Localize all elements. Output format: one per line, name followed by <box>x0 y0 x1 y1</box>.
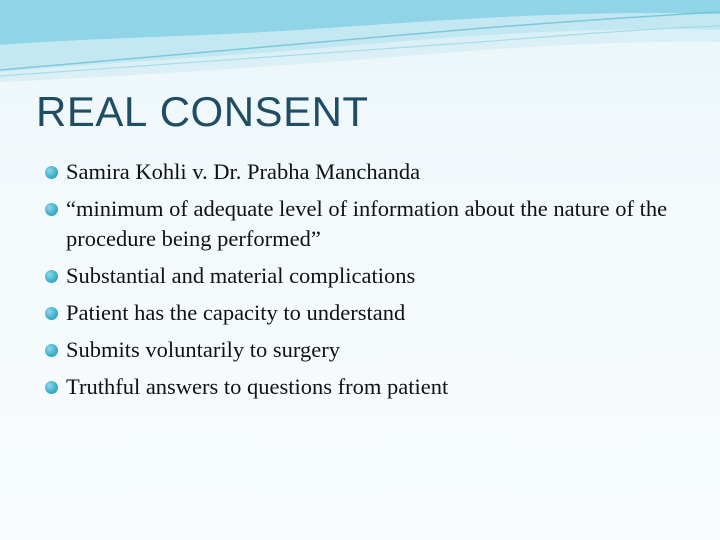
bullet-item <box>44 335 694 365</box>
bullet-dot-icon <box>45 381 58 394</box>
bullet-text: Substantial and material complications <box>66 263 416 288</box>
bullet-item <box>44 372 694 402</box>
bullet-dot-icon <box>45 270 58 283</box>
title-word-consent: CONSENT <box>159 88 369 135</box>
bullet-item <box>44 298 694 328</box>
bullet-list <box>44 157 694 409</box>
bullet-item <box>44 157 694 187</box>
bullet-text: Submits voluntarily to surgery <box>66 337 340 362</box>
bullet-dot-icon <box>45 203 58 216</box>
bullet-item <box>44 261 694 291</box>
slide-title <box>36 88 369 136</box>
bullet-text: Truthful answers to questions from patient <box>66 374 449 399</box>
bullet-dot-icon <box>45 166 58 179</box>
bullet-text: Patient has the capacity to understand <box>66 300 406 325</box>
bullet-text: Samira Kohli v. Dr. Prabha Manchanda <box>66 159 421 184</box>
bullet-text: “minimum of adequate level of information about the nature of the procedure being performed” <box>66 196 668 251</box>
bullet-dot-icon <box>45 344 58 357</box>
bullet-item <box>44 194 694 254</box>
bullet-dot-icon <box>45 307 58 320</box>
title-word-real: REAL <box>36 88 148 135</box>
